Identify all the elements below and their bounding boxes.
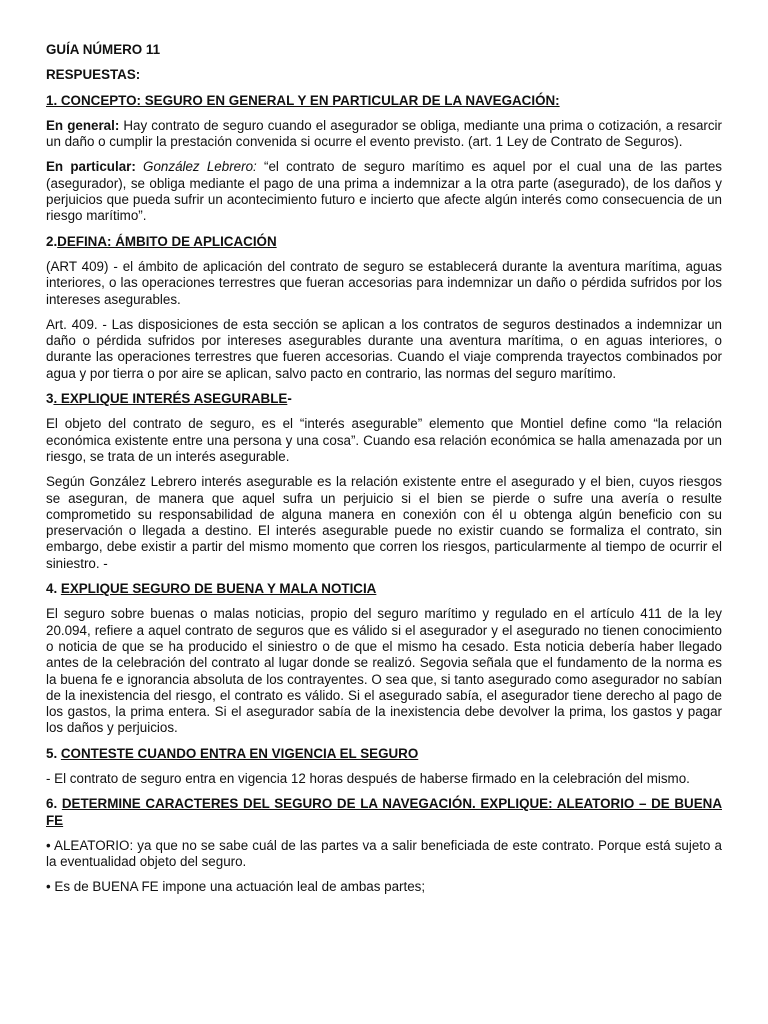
section-5-number: 5. <box>46 745 61 761</box>
section-1-heading: 1. CONCEPTO: SEGURO EN GENERAL Y EN PARTICULAR DE LA NAVEGACIÓN: <box>46 92 560 108</box>
section-6-number: 6. <box>46 796 62 812</box>
section-4-number: 4. <box>46 581 61 597</box>
section-3-number: 3 <box>46 391 54 407</box>
document-page <box>46 42 722 905</box>
section-1-general-paragraph <box>46 118 722 151</box>
section-6-heading <box>46 796 722 829</box>
general-text: Hay contrato de seguro cuando el asegurador se obliga, mediante una prima o cotización, a resarcir un daño o cumplir la prestación convenida si ocurre el evento previsto. (art. 1 Ley de Contrato de Seguros). <box>46 117 722 150</box>
section-6-bullet-1: • ALEATORIO: ya que no se sabe cuál de las partes va a salir beneficiada de este contrato. Porque está sujeto a la eventualidad objeto del seguro. <box>46 837 722 870</box>
particular-label: En particular: <box>46 159 136 175</box>
section-2-number: 2. <box>46 233 58 249</box>
section-1-particular-paragraph <box>46 159 722 224</box>
section-5-paragraph-1: - El contrato de seguro entra en vigencia 12 horas después de haberse firmado en la celebración del mismo. <box>46 770 690 786</box>
section-3-title: . EXPLIQUE INTERÉS ASEGURABLE <box>53 391 288 407</box>
section-4-paragraph-1: El seguro sobre buenas o malas noticias, propio del seguro marítimo y regulado en el artículo 411 de la ley 20.094, refiere a aquel contrato de seguros que es válido si el asegurador y el asegurado no tienen conocimiento o noticia de que se ha producido el siniestro o de que el mismo ha cesado. Esta noticia debería haber llegado antes de la celebración del contrato al lugar donde se realizó. Segovia señala que el fundamento de la norma es la buena fe e ignorancia absoluta de los contrayentes. O sea que, si tanto asegurado como asegurador no sabían de la inexistencia del riesgo, el contrato es válido. Si el asegurado sabía, el asegurador tiene derecho al pago de los gastos, la prima entera. Si el asegurador sabía de la inexistencia debe devolver la prima, los gastos y pagar los daños y perjuicios. <box>46 606 722 736</box>
general-label: En general: <box>46 117 120 133</box>
section-3-heading <box>46 391 722 407</box>
section-3-tail: - <box>287 391 292 407</box>
section-4-heading <box>46 581 722 597</box>
guide-title: GUÍA NÚMERO 11 <box>46 42 161 57</box>
answers-label: RESPUESTAS: <box>46 67 141 83</box>
section-2-paragraph-2: Art. 409. - Las disposiciones de esta sección se aplican a los contratos de seguros destinados a indemnizar un daño o pérdida sufridos por intereses asegurables durante una aventura marítima, o en aguas interiores, o durante las operaciones terrestres que fueren accesorias. Cuando el viaje comprenda trayectos combinados por agua y por tierra o por aire se aplican, salvo pacto en contrario, las normas del seguro marítimo. <box>46 316 722 381</box>
section-3-paragraph-1: El objeto del contrato de seguro, es el “interés asegurable” elemento que Montiel define como “la relación económica existente entre una persona y una cosa”. Cuando esa relación económica se halla amenazada por un riesgo, se trata de un interés asegurable. <box>46 416 722 464</box>
particular-text: “el contrato de seguro marítimo es aquel por el cual una de las partes (asegurador), se obliga mediante el pago de una prima a indemnizar a la otra parte (asegurado), de los daños y perjuicios que pueda sufrir un acontecimiento futuro e incierto que afecte algún interés como consecuencia de un riesgo marítimo”. <box>46 159 722 224</box>
section-5-title: CONTESTE CUANDO ENTRA EN VIGENCIA EL SEGURO <box>60 745 419 761</box>
section-6-bullet-2: • Es de BUENA FE impone una actuación leal de ambas partes; <box>46 879 426 895</box>
section-3-paragraph-2: Según González Lebrero interés asegurable es la relación existente entre el asegurado y el bien, cuyos riesgos se aseguran, de manera que aquel sufra un perjuicio si el bien se pierde o sufre una avería o resulte comprometido su responsabilidad de alguna manera en conexión con él u obtenga algún beneficio con su preservación o llegada a destino. El interés asegurable puede no existir cuando se formaliza el contrato, sin embargo, debe existir a partir del mismo momento que corren los riesgos, particularmente al tiempo de ocurrir el siniestro. - <box>46 474 722 571</box>
section-2-heading <box>46 234 722 250</box>
section-2-title: DEFINA: ÁMBITO DE APLICACIÓN <box>57 233 277 249</box>
section-6-title: DETERMINE CARACTERES DEL SEGURO DE LA NAVEGACIÓN. EXPLIQUE: ALEATORIO – DE BUENA FE <box>46 796 722 828</box>
section-4-title: EXPLIQUE SEGURO DE BUENA Y MALA NOTICIA <box>60 581 377 597</box>
section-2-paragraph-1: (ART 409) - el ámbito de aplicación del contrato de seguro se establecerá durante la aventura marítima, aguas interiores, o las operaciones terrestres que fueran accesorias para indemnizar un daño o pérdida sufridos por los intereses asegurables. <box>46 258 722 307</box>
particular-author: González Lebrero: <box>135 159 257 175</box>
section-5-heading <box>46 746 722 762</box>
